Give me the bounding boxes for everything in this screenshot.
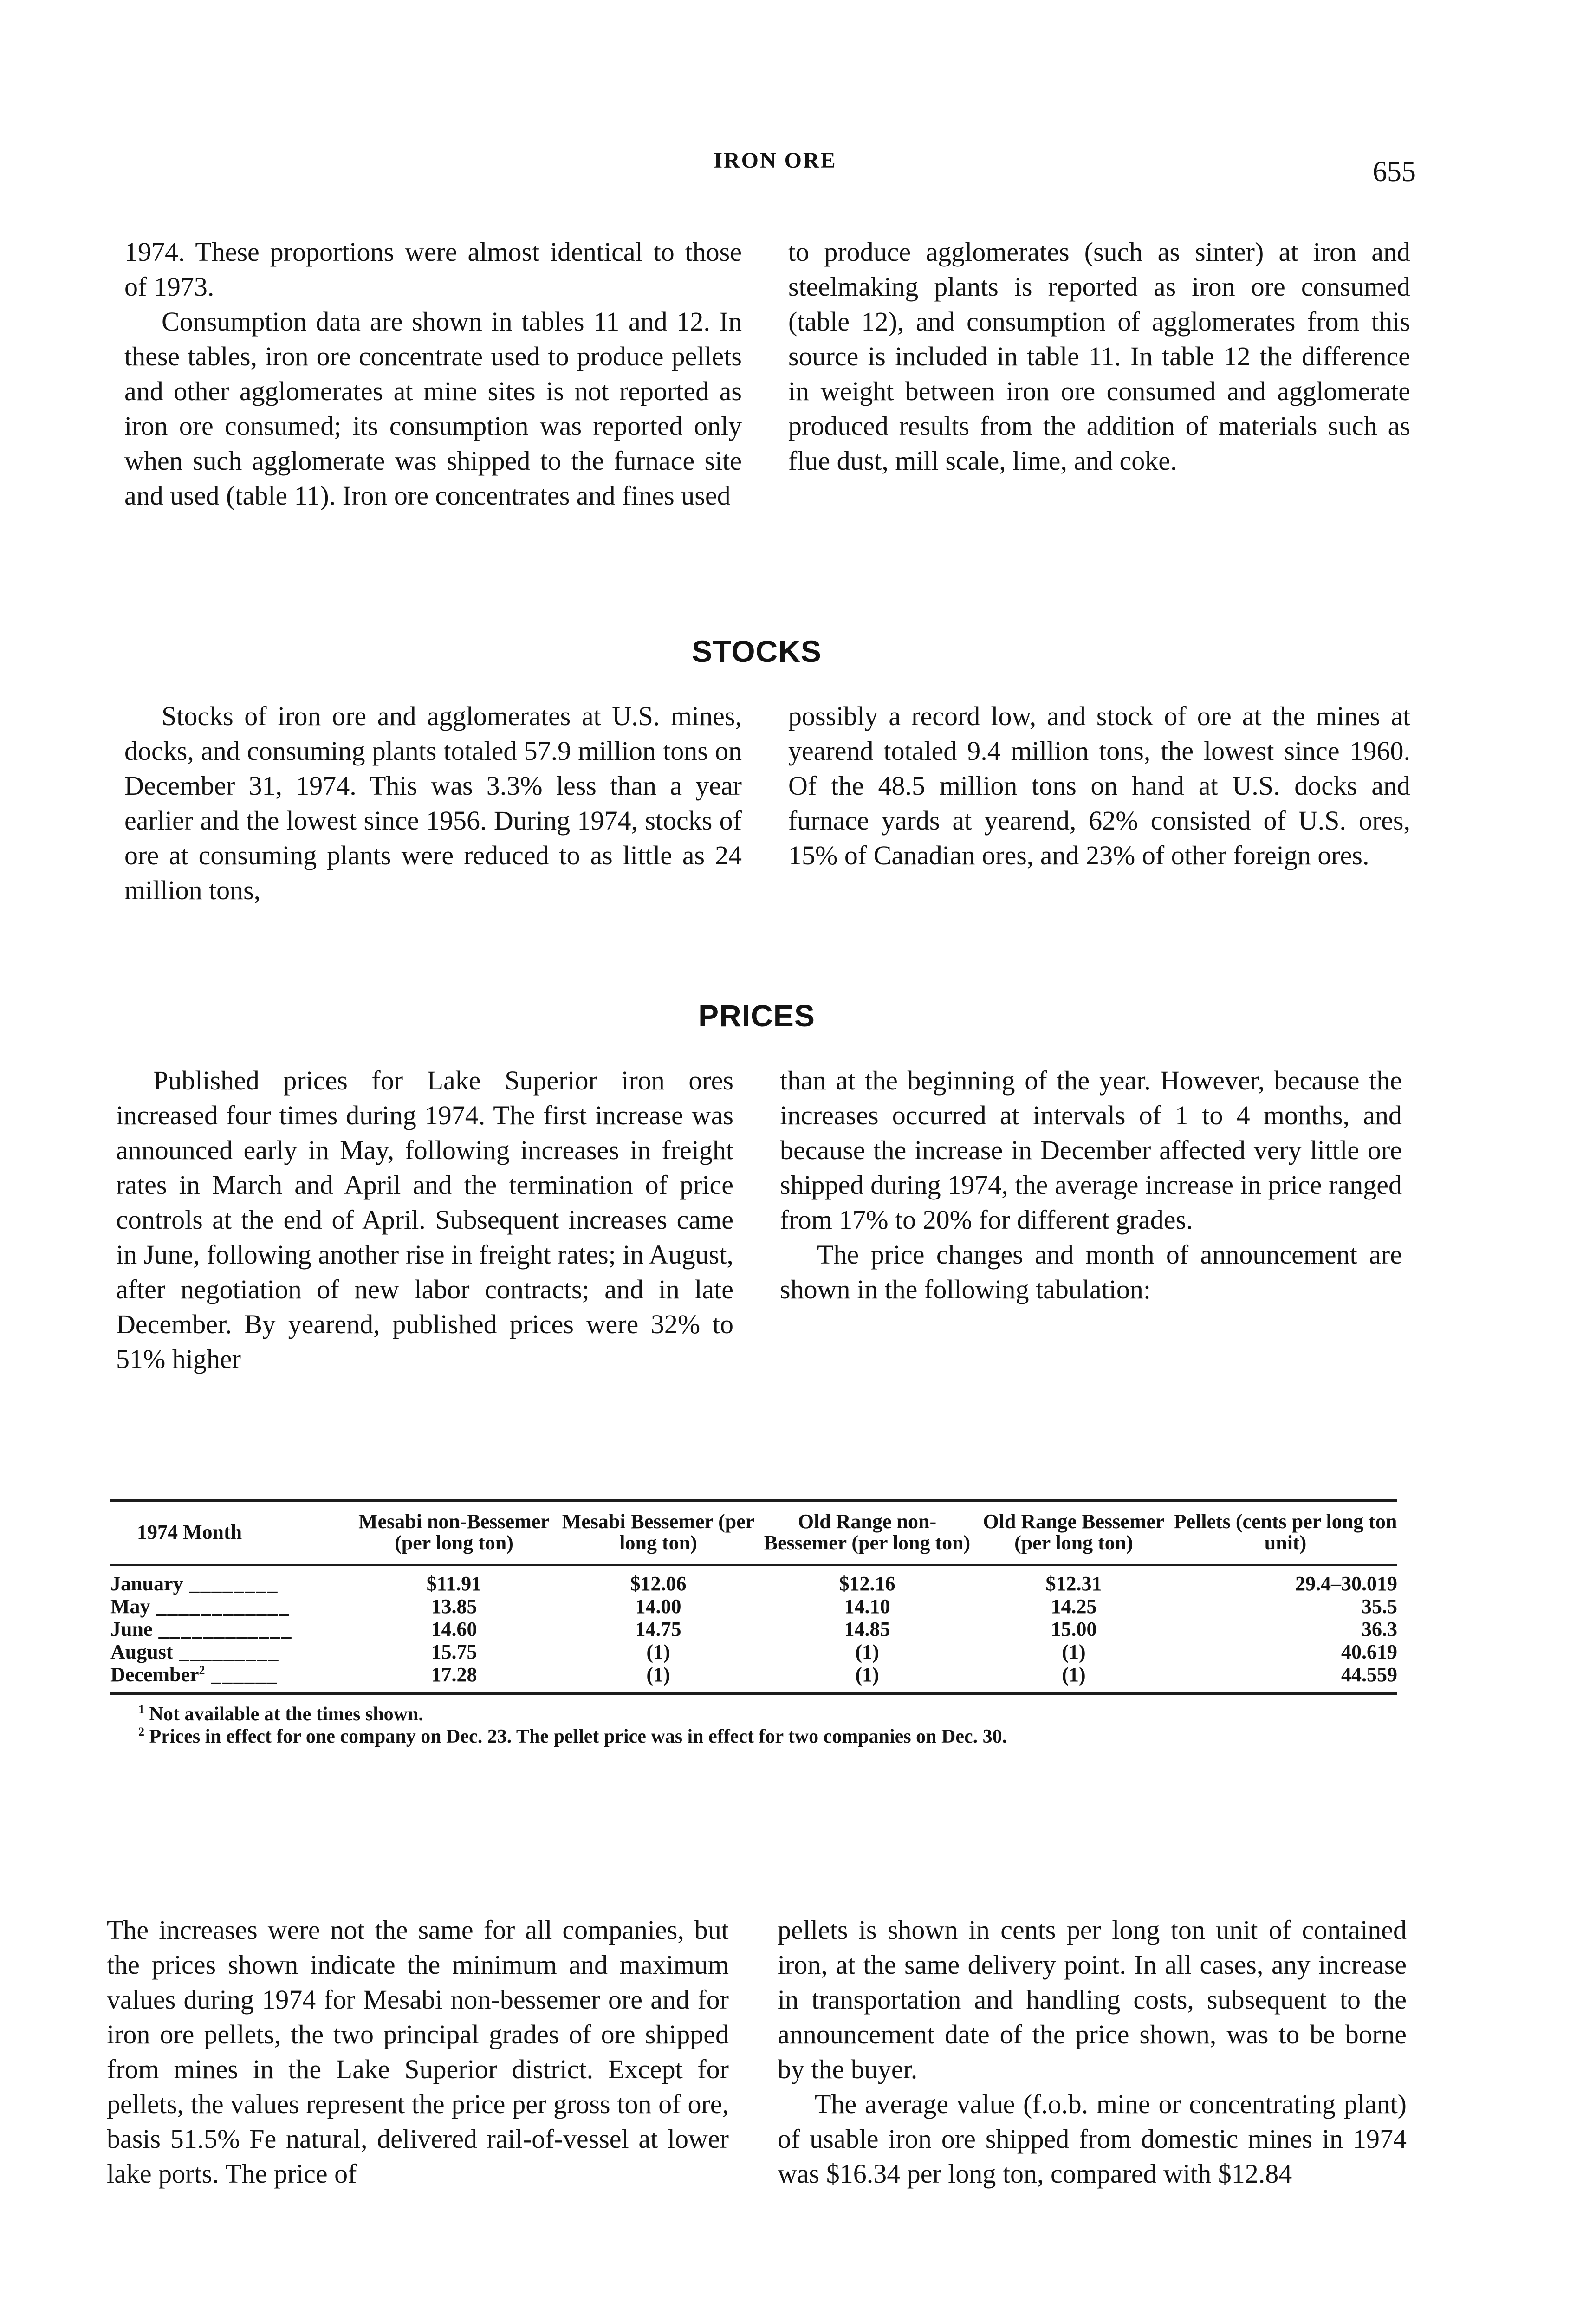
- paragraph: possibly a record low, and stock of ore at the mines at yearend totaled 9.4 million tons, the lowest since 1960. Of the 48.5 million tons on hand at U.S. docks and furnace yards at yearend, 62% consisted of U.S. ores, 15% of Canadian ores, and 23% of other foreign ores.: [788, 701, 1410, 870]
- table-bottom-rule: [110, 1692, 1397, 1695]
- paragraph: to produce agglomerates (such as sinter) at iron and steelmaking plants is reported as iron ore consumed (table 12), and consumption of agglomerates from this source is included in table 11. In table 12 the difference in weight between iron ore consumed and agglomerate produced results from the addition of materials such as flue dust, mill scale, lime, and coke.: [788, 237, 1410, 476]
- price-cell: 14.25: [1051, 1595, 1097, 1618]
- column-header: Old Range Bessemer (per long ton): [974, 1502, 1174, 1565]
- prices-heading: PRICES: [698, 998, 815, 1033]
- intro-left-column: [124, 234, 742, 513]
- pellet-price-cell: 35.5: [1362, 1595, 1397, 1618]
- closing-left-column: [107, 1913, 729, 2191]
- price-cell: $12.31: [1045, 1572, 1102, 1595]
- table-row: [110, 1595, 1397, 1618]
- stocks-right-column: [788, 699, 1410, 908]
- price-cell: 14.00: [635, 1595, 681, 1618]
- footnote: $^2$ Prices in effect for one company on Dec. 23. The pellet price was in effect for two companies on Dec. 30.: [138, 1725, 1007, 1747]
- column-header: Old Range non-Bessemer (per long ton): [760, 1502, 974, 1565]
- month-cell: May ____________: [110, 1595, 290, 1618]
- price-cell: 13.85: [431, 1595, 477, 1618]
- stocks-heading: STOCKS: [692, 634, 822, 668]
- column-header: Mesabi Bessemer (per long ton): [556, 1502, 760, 1565]
- price-cell: (1): [646, 1663, 670, 1686]
- price-cell: 14.75: [635, 1618, 681, 1640]
- column-header: Mesabi non-Bessemer (per long ton): [352, 1502, 556, 1565]
- prices-left-column: [116, 1063, 733, 1376]
- paragraph: pellets is shown in cents per long ton unit of contained iron, at the same delivery point. In all cases, any increase in transportation and handling costs, subsequent to the announcement date of the price shown, was to be borne by the buyer.: [778, 1915, 1407, 2084]
- pellet-price-cell: 44.559: [1341, 1663, 1397, 1686]
- paragraph: Published prices for Lake Superior iron ores increased four times during 1974. The first increase was announced early in May, following increases in freight rates in March and April and the termination of price controls at the end of April. Subsequent increases came in June, following another rise in freight rates; in August, after negotiation of new labor contracts; and in late December. By yearend, published prices were 32% to 51% higher: [116, 1065, 733, 1374]
- pellet-price-cell: 40.619: [1341, 1640, 1397, 1663]
- column-header: 1974 Month: [110, 1502, 352, 1565]
- closing-right-column: [778, 1913, 1407, 2191]
- table-row: [110, 1640, 1397, 1663]
- month-cell: January ________: [110, 1572, 279, 1595]
- price-cell: (1): [646, 1640, 670, 1663]
- price-cell: 17.28: [431, 1663, 477, 1686]
- price-cell: (1): [1062, 1640, 1086, 1663]
- price-table-block: [110, 1499, 1397, 1748]
- table-row: [110, 1663, 1397, 1692]
- paragraph: The increases were not the same for all companies, but the prices shown indicate the minimum and maximum values during 1974 for Mesabi non-bessemer ore and for iron ore pellets, the two principal grades of ore shipped from mines in the Lake Superior district. Except for pellets, the values represent the price per gross ton of ore, basis 51.5% Fe natural, delivered rail-of-vessel at lower lake ports. The price of: [107, 1915, 729, 2189]
- paragraph: than at the beginning of the year. However, because the increases occurred at intervals of 1 to 4 months, and because the increase in December affected very little ore shipped during 1974, the average increase in price ranged from 17% to 20% for different grades.: [780, 1065, 1402, 1235]
- intro-right-column: [788, 234, 1410, 513]
- price-cell: $12.16: [839, 1572, 895, 1595]
- paragraph: Consumption data are shown in tables 11 and 12. In these tables, iron ore concentrate used to produce pellets and other agglomerates at mine sites is not reported as iron ore consumed; its consumption was reported only when such agglomerate was shipped to the furnace site and used (table 11). Iron ore concentrates and fines used: [124, 306, 742, 511]
- table-row: [110, 1618, 1397, 1640]
- price-table: [110, 1502, 1397, 1692]
- table-header-row: [110, 1502, 1397, 1565]
- month-cell: December$^2$ ______: [110, 1663, 278, 1686]
- price-cell: 15.75: [431, 1640, 477, 1663]
- price-cell: 14.60: [431, 1618, 477, 1640]
- intro-section: [124, 234, 1410, 513]
- paragraph: The price changes and month of announcement are shown in the following tabulation:: [780, 1239, 1402, 1304]
- month-cell: June ____________: [110, 1618, 292, 1640]
- price-cell: 15.00: [1051, 1618, 1097, 1640]
- closing-section: [107, 1913, 1407, 2191]
- price-cell: 14.85: [844, 1618, 890, 1640]
- month-cell: August _________: [110, 1640, 279, 1663]
- price-cell: $12.06: [630, 1572, 687, 1595]
- table-row: [110, 1565, 1397, 1595]
- price-cell: (1): [1062, 1663, 1086, 1686]
- prices-section: [116, 1063, 1402, 1376]
- page-number: 655: [1373, 156, 1416, 188]
- paragraph: 1974. These proportions were almost identical to those of 1973.: [124, 237, 742, 302]
- stocks-left-column: [124, 699, 742, 908]
- column-header: Pellets (cents per long ton unit): [1174, 1502, 1397, 1565]
- pellet-price-cell: 36.3: [1362, 1618, 1397, 1640]
- price-cell: (1): [855, 1640, 879, 1663]
- footnote-marker: 2: [199, 1663, 205, 1677]
- running-title: IRON ORE: [714, 148, 837, 173]
- paragraph: The average value (f.o.b. mine or concentrating plant) of usable iron ore shipped from domestic mines in 1974 was $16.34 per long ton, compared with $12.84: [778, 2089, 1407, 2189]
- price-cell: 14.10: [844, 1595, 890, 1618]
- price-cell: (1): [855, 1663, 879, 1686]
- table-footnotes: [110, 1703, 1397, 1748]
- stocks-section: [124, 699, 1410, 908]
- prices-right-column: [780, 1063, 1402, 1376]
- pellet-price-cell: 29.4–30.019: [1295, 1572, 1397, 1595]
- price-cell: $11.91: [426, 1572, 482, 1595]
- footnote: $^1$ Not available at the times shown.: [138, 1703, 423, 1725]
- paragraph: Stocks of iron ore and agglomerates at U.S. mines, docks, and consuming plants totaled 57.9 million tons on December 31, 1974. This was 3.3% less than a year earlier and the lowest since 1956. During 1974, stocks of ore at consuming plants were reduced to as little as 24 million tons,: [124, 701, 742, 905]
